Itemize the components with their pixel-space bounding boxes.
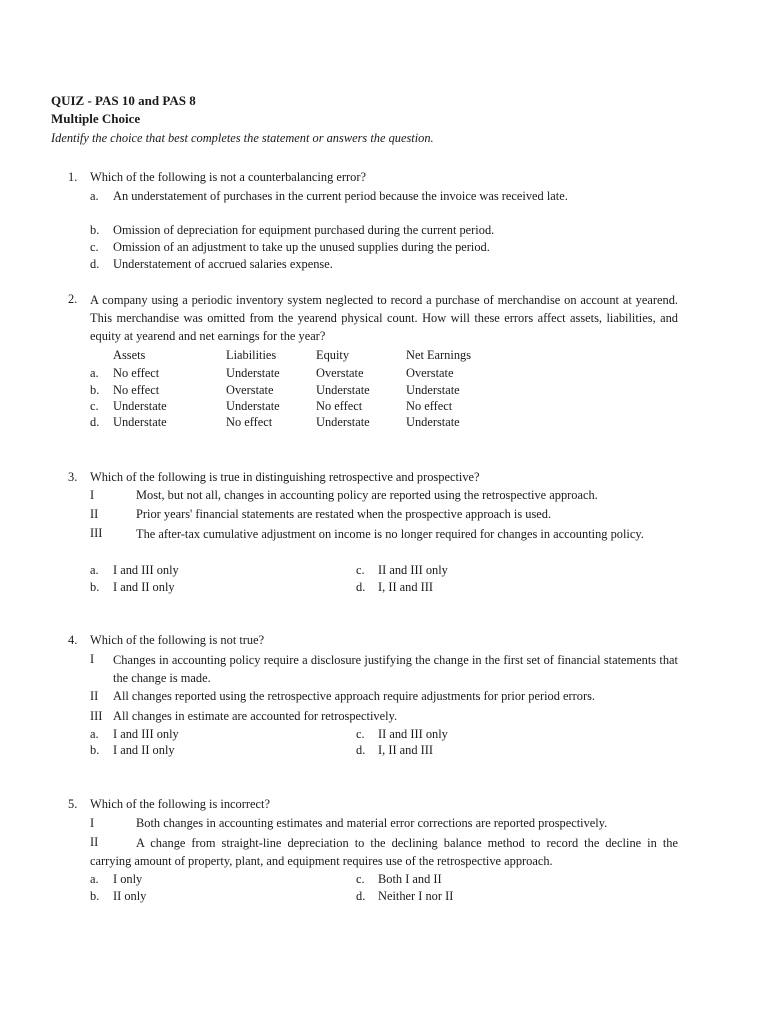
statement-text: All changes reported using the retrospective approach require adjustments for prior period errors. [113, 689, 596, 703]
question-number: 3. [68, 470, 78, 484]
option-cell: Understate [226, 366, 280, 380]
question-number: 5. [68, 797, 78, 811]
option-letter: b. [90, 580, 100, 594]
option-text: II and III only [378, 563, 448, 577]
option-letter: b. [90, 743, 100, 757]
option-letter: c. [356, 727, 365, 741]
column-header: Equity [316, 348, 350, 362]
option-cell: No effect [316, 399, 363, 413]
option-cell: No effect [226, 415, 273, 429]
statement-numeral: I [90, 488, 95, 502]
option-letter: d. [356, 580, 366, 594]
option-letter: c. [90, 399, 99, 413]
option-cell: Understate [316, 415, 370, 429]
option-letter: c. [356, 872, 365, 886]
option-text: Neither I nor II [378, 889, 454, 903]
option-cell: Understate [113, 399, 167, 413]
question-number: 1. [68, 170, 78, 184]
statement-numeral: III [90, 709, 103, 723]
statement-numeral: II [90, 689, 99, 703]
option-letter: a. [90, 563, 99, 577]
statement-text: The after-tax cumulative adjustment on income is no longer required for changes in accounting policy. [136, 527, 644, 541]
statement-numeral: II [90, 507, 99, 521]
question-text: Which of the following is not true? [90, 633, 265, 647]
question-text: Which of the following is not a counterbalancing error? [90, 170, 366, 184]
statement-text: Most, but not all, changes in accounting policy are reported using the retrospective approach. [136, 488, 598, 502]
statement-text: Changes in accounting policy require a disclosure justifying the change in the first set of financial statements that the change is made. [113, 653, 678, 685]
option-text: I only [113, 872, 143, 886]
column-header: Assets [113, 348, 146, 362]
question-text: Which of the following is incorrect? [90, 797, 270, 811]
statement-numeral: III [90, 526, 103, 540]
option-cell: No effect [113, 383, 160, 397]
option-letter: b. [90, 889, 100, 903]
option-text: I and III only [113, 727, 179, 741]
option-letter: b. [90, 223, 100, 237]
column-header: Liabilities [226, 348, 277, 362]
statement-numeral: I [90, 652, 95, 666]
option-letter: a. [90, 189, 99, 203]
option-text: II only [113, 889, 147, 903]
statement-numeral: I [90, 816, 95, 830]
statement-numeral: II [90, 835, 99, 849]
option-text: Understatement of accrued salaries expense. [113, 257, 333, 271]
option-cell: No effect [113, 366, 160, 380]
option-letter: c. [356, 563, 365, 577]
option-cell: Understate [226, 399, 280, 413]
option-text: An understatement of purchases in the current period because the invoice was received late. [113, 189, 568, 203]
option-letter: b. [90, 383, 100, 397]
option-text: I and III only [113, 563, 179, 577]
option-letter: a. [90, 366, 99, 380]
statement-text: Prior years' financial statements are restated when the prospective approach is used. [136, 507, 552, 521]
option-letter: a. [90, 727, 99, 741]
question-number: 4. [68, 633, 78, 647]
statement-text: All changes in estimate are accounted for retrospectively. [113, 709, 398, 723]
option-letter: d. [356, 889, 366, 903]
column-header: Net Earnings [406, 348, 472, 362]
option-cell: Overstate [226, 383, 274, 397]
question-text: A company using a periodic inventory system neglected to record a purchase of merchandise on account at yearend. This merchandise was omitted from the yearend physical count. How will these errors affect assets, liabilities, and equity at yearend and net earnings for the year? [90, 293, 678, 343]
option-cell: Overstate [406, 366, 454, 380]
option-cell: Understate [406, 383, 460, 397]
option-text: I and II only [113, 580, 175, 594]
question-number: 2. [68, 292, 78, 306]
option-letter: d. [356, 743, 366, 757]
option-text: I, II and III [378, 743, 434, 757]
option-cell: No effect [406, 399, 453, 413]
option-text: I and II only [113, 743, 175, 757]
option-text: Omission of depreciation for equipment purchased during the current period. [113, 223, 495, 237]
statement-text: A change from straight-line depreciation to the declining balance method to record the decline in the carrying amount of property, plant, and equipment requires use of the retrospective approach. [90, 836, 678, 868]
option-cell: Understate [113, 415, 167, 429]
option-cell: Understate [406, 415, 460, 429]
statement-text: Both changes in accounting estimates and material error corrections are reported prospectively. [136, 816, 608, 830]
option-letter: d. [90, 257, 100, 271]
option-text: Omission of an adjustment to take up the unused supplies during the period. [113, 240, 490, 254]
section-subtitle: Multiple Choice [51, 111, 141, 126]
option-cell: Overstate [316, 366, 364, 380]
option-letter: d. [90, 415, 100, 429]
option-text: Both I and II [378, 872, 442, 886]
option-text: II and III only [378, 727, 448, 741]
quiz-title: QUIZ - PAS 10 and PAS 8 [51, 93, 196, 108]
option-cell: Understate [316, 383, 370, 397]
question-text: Which of the following is true in distinguishing retrospective and prospective? [90, 470, 480, 484]
option-text: I, II and III [378, 580, 434, 594]
option-letter: a. [90, 872, 99, 886]
option-letter: c. [90, 240, 99, 254]
instructions: Identify the choice that best completes the statement or answers the question. [51, 131, 434, 145]
